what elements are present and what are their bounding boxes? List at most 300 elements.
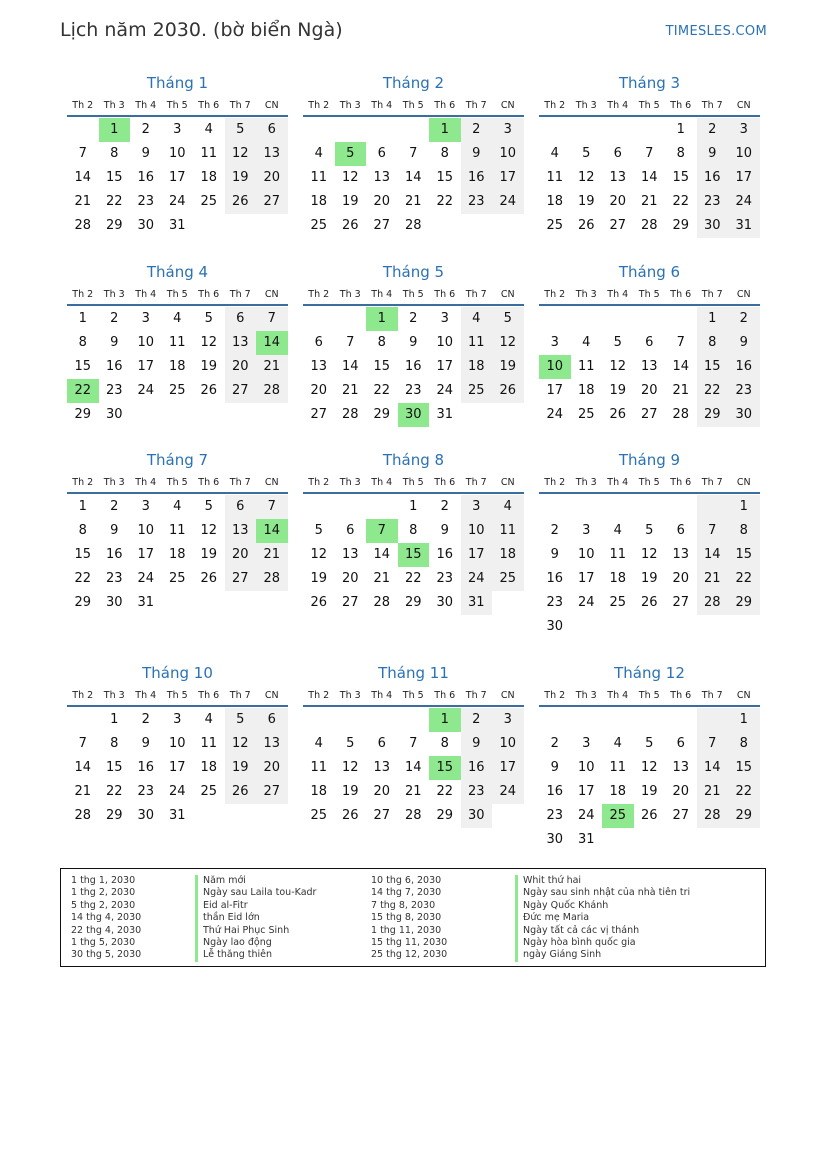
empty-day-cell <box>303 307 335 331</box>
day-cell: 20 <box>256 756 288 780</box>
weekday-header: Th 3 <box>103 289 125 300</box>
day-cell: 24 <box>728 190 760 214</box>
day-cell: 10 <box>492 732 524 756</box>
day-cell: 28 <box>697 804 729 828</box>
day-cell: 6 <box>676 736 685 751</box>
header-rule <box>303 115 524 117</box>
day-cell: 19 <box>640 571 658 586</box>
day-cell: 31 <box>436 407 454 422</box>
weekday-header: Th 2 <box>308 100 330 111</box>
weekday-header: Th 6 <box>198 477 220 488</box>
day-cell: 3 <box>461 495 493 519</box>
day-cell: 26 <box>492 379 524 403</box>
day-cell: 29 <box>672 218 690 233</box>
weekday-header: Th 4 <box>135 477 157 488</box>
day-cell: 10 <box>137 335 155 350</box>
day-cell: 18 <box>461 355 493 379</box>
empty-day-cell <box>634 708 666 732</box>
day-cell: 22 <box>436 194 454 209</box>
month-block <box>539 450 760 639</box>
weekday-header: Th 6 <box>670 289 692 300</box>
day-cell: 18 <box>577 383 595 398</box>
weekday-header: CN <box>736 690 751 701</box>
weekday-header: Th 7 <box>701 100 723 111</box>
empty-day-cell <box>335 118 367 142</box>
month-name: Tháng 2 <box>382 74 445 92</box>
month-name: Tháng 12 <box>614 664 685 682</box>
day-cell: 5 <box>225 118 257 142</box>
weekday-header: Th 2 <box>72 100 94 111</box>
day-cell: 27 <box>373 218 391 233</box>
legend-date: 14 thg 7, 2030 <box>371 887 442 899</box>
day-cell: 24 <box>492 780 524 804</box>
weekday-header: CN <box>500 289 515 300</box>
weekday-header: Th 2 <box>544 690 566 701</box>
empty-day-cell <box>571 118 603 142</box>
day-cell: 8 <box>676 146 685 161</box>
day-cell: 16 <box>461 756 493 780</box>
day-cell: 29 <box>728 591 760 615</box>
day-cell: 6 <box>645 335 654 350</box>
weekday-header: Th 4 <box>135 690 157 701</box>
day-cell: 17 <box>461 543 493 567</box>
day-cell: 25 <box>492 567 524 591</box>
day-cell: 6 <box>346 523 355 538</box>
day-cell: 23 <box>137 784 155 799</box>
weekday-header: Th 4 <box>607 100 629 111</box>
day-cell: 12 <box>341 760 359 775</box>
day-cell: 21 <box>256 355 288 379</box>
day-cell: 9 <box>440 523 449 538</box>
weekday-header: Th 5 <box>402 100 424 111</box>
day-cell: 27 <box>672 808 690 823</box>
day-cell: 17 <box>577 571 595 586</box>
month-block <box>67 262 288 427</box>
day-cell: 19 <box>577 194 595 209</box>
legend-holiday-name: Ngày sau sinh nhật của nhà tiên tri <box>515 887 690 899</box>
empty-day-cell <box>571 495 603 519</box>
header-rule <box>67 492 288 494</box>
empty-day-cell <box>539 495 571 519</box>
day-cell: 10 <box>168 736 186 751</box>
day-cell: 24 <box>137 383 155 398</box>
day-cell: 2 <box>141 712 150 727</box>
day-cell: 18 <box>609 571 627 586</box>
day-cell: 14 <box>697 543 729 567</box>
day-cell: 26 <box>577 218 595 233</box>
day-cell: 10 <box>728 142 760 166</box>
day-cell: 28 <box>373 595 391 610</box>
header-rule <box>67 115 288 117</box>
empty-day-cell <box>335 708 367 732</box>
legend-date: 30 thg 5, 2030 <box>71 949 142 961</box>
header-rule <box>303 304 524 306</box>
day-cell: 7 <box>697 519 729 543</box>
day-cell: 28 <box>74 808 92 823</box>
day-cell: 21 <box>373 571 391 586</box>
weekday-header: Th 3 <box>339 100 361 111</box>
day-cell: 24 <box>168 784 186 799</box>
day-cell: 1 <box>78 311 87 326</box>
day-cell: 20 <box>373 784 391 799</box>
month-name: Tháng 9 <box>618 451 681 469</box>
day-cell: 20 <box>672 571 690 586</box>
site-brand[interactable]: TIMESLES.COM <box>665 24 767 39</box>
empty-day-cell <box>303 708 335 732</box>
weekday-header: Th 5 <box>402 477 424 488</box>
day-cell: 26 <box>640 808 658 823</box>
legend-left-names <box>195 875 316 962</box>
day-cell: 7 <box>697 732 729 756</box>
header-rule <box>303 705 524 707</box>
day-cell: 14 <box>341 359 359 374</box>
day-cell: 2 <box>440 499 449 514</box>
day-cell: 3 <box>173 712 182 727</box>
day-cell: 23 <box>546 808 564 823</box>
month-block <box>539 262 760 427</box>
day-cell: 13 <box>373 760 391 775</box>
day-cell: 11 <box>200 146 218 161</box>
day-cell: 9 <box>550 547 559 562</box>
empty-day-cell <box>335 495 367 519</box>
weekday-header: Th 3 <box>103 100 125 111</box>
weekday-header: Th 7 <box>229 289 251 300</box>
day-cell: 25 <box>168 383 186 398</box>
holiday-day-cell: 14 <box>256 519 288 543</box>
day-cell: 24 <box>137 571 155 586</box>
weekday-header: Th 3 <box>575 690 597 701</box>
day-cell: 16 <box>728 355 760 379</box>
day-cell: 18 <box>168 359 186 374</box>
day-cell: 22 <box>373 383 391 398</box>
day-cell: 22 <box>404 571 422 586</box>
weekday-header: Th 4 <box>135 100 157 111</box>
day-cell: 11 <box>168 523 186 538</box>
day-cell: 29 <box>436 808 454 823</box>
day-cell: 14 <box>672 359 690 374</box>
legend-holiday-name: Ngày hòa bình quốc gia <box>515 937 690 949</box>
day-cell: 26 <box>225 780 257 804</box>
day-cell: 6 <box>377 736 386 751</box>
day-cell: 18 <box>168 547 186 562</box>
day-cell: 2 <box>461 118 493 142</box>
day-cell: 23 <box>461 190 493 214</box>
day-cell: 8 <box>728 732 760 756</box>
empty-day-cell <box>366 495 398 519</box>
weekday-header: CN <box>264 289 279 300</box>
empty-day-cell <box>634 118 666 142</box>
legend-date: 25 thg 12, 2030 <box>371 949 448 961</box>
day-cell: 10 <box>436 335 454 350</box>
empty-day-cell <box>398 118 430 142</box>
day-cell: 29 <box>74 595 92 610</box>
empty-day-cell <box>665 495 697 519</box>
weekday-header: Th 7 <box>701 477 723 488</box>
day-cell: 21 <box>74 194 92 209</box>
weekday-header: Th 2 <box>72 690 94 701</box>
weekday-header: Th 5 <box>166 100 188 111</box>
legend-date: 1 thg 2, 2030 <box>71 887 136 899</box>
day-cell: 24 <box>546 407 564 422</box>
day-cell: 18 <box>609 784 627 799</box>
day-cell: 15 <box>373 359 391 374</box>
day-cell: 12 <box>341 170 359 185</box>
day-cell: 30 <box>436 595 454 610</box>
day-cell: 2 <box>550 736 559 751</box>
day-cell: 30 <box>105 595 123 610</box>
day-cell: 15 <box>105 170 123 185</box>
day-cell: 8 <box>728 519 760 543</box>
day-cell: 20 <box>373 194 391 209</box>
day-cell: 26 <box>640 595 658 610</box>
day-cell: 9 <box>110 523 119 538</box>
day-cell: 13 <box>640 359 658 374</box>
day-cell: 30 <box>546 619 564 634</box>
day-cell: 23 <box>105 383 123 398</box>
weekday-header: Th 3 <box>103 690 125 701</box>
day-cell: 14 <box>640 170 658 185</box>
weekday-header: Th 3 <box>575 477 597 488</box>
day-cell: 23 <box>105 571 123 586</box>
legend-holiday-name: Thứ Hai Phục Sinh <box>195 925 316 937</box>
weekday-header: Th 5 <box>166 690 188 701</box>
day-cell: 29 <box>697 403 729 427</box>
day-cell: 15 <box>697 355 729 379</box>
day-cell: 28 <box>404 218 422 233</box>
day-cell: 10 <box>577 760 595 775</box>
day-cell: 25 <box>577 407 595 422</box>
holiday-day-cell: 1 <box>429 708 461 732</box>
day-cell: 9 <box>141 146 150 161</box>
day-cell: 27 <box>256 780 288 804</box>
day-cell: 19 <box>310 571 328 586</box>
day-cell: 27 <box>609 218 627 233</box>
legend-date: 10 thg 6, 2030 <box>371 875 442 886</box>
legend-date: 15 thg 11, 2030 <box>371 936 448 948</box>
day-cell: 12 <box>640 547 658 562</box>
day-cell: 10 <box>577 547 595 562</box>
day-cell: 31 <box>137 595 155 610</box>
header-rule <box>539 304 760 306</box>
weekday-header: Th 6 <box>670 690 692 701</box>
weekday-header: Th 4 <box>607 477 629 488</box>
day-cell: 4 <box>204 122 213 137</box>
day-cell: 13 <box>256 732 288 756</box>
weekday-header: Th 4 <box>371 289 393 300</box>
day-cell: 6 <box>314 335 323 350</box>
day-cell: 26 <box>341 808 359 823</box>
day-cell: 27 <box>672 595 690 610</box>
day-cell: 31 <box>168 808 186 823</box>
day-cell: 26 <box>200 571 218 586</box>
weekday-header: Th 2 <box>72 289 94 300</box>
day-cell: 10 <box>168 146 186 161</box>
legend-holiday-name: Ngày tất cả các vị thánh <box>515 925 690 937</box>
weekday-header: Th 6 <box>434 100 456 111</box>
day-cell: 30 <box>728 403 760 427</box>
day-cell: 17 <box>137 359 155 374</box>
day-cell: 11 <box>200 736 218 751</box>
weekday-header: Th 7 <box>229 100 251 111</box>
month-grid <box>67 287 288 427</box>
day-cell: 15 <box>672 170 690 185</box>
empty-day-cell <box>539 118 571 142</box>
day-cell: 15 <box>436 170 454 185</box>
day-cell: 29 <box>404 595 422 610</box>
holiday-day-cell: 22 <box>67 379 99 403</box>
day-cell: 11 <box>492 519 524 543</box>
day-cell: 7 <box>645 146 654 161</box>
month-block <box>303 262 524 427</box>
day-cell: 7 <box>346 335 355 350</box>
day-cell: 28 <box>341 407 359 422</box>
day-cell: 12 <box>225 142 257 166</box>
empty-day-cell <box>303 495 335 519</box>
day-cell: 20 <box>341 571 359 586</box>
day-cell: 23 <box>461 780 493 804</box>
weekday-header: Th 4 <box>607 289 629 300</box>
day-cell: 21 <box>640 194 658 209</box>
legend-holiday-name: Lễ thăng thiên <box>195 949 316 961</box>
empty-day-cell <box>602 495 634 519</box>
day-cell: 14 <box>697 756 729 780</box>
weekday-header: CN <box>264 690 279 701</box>
holiday-day-cell: 1 <box>366 307 398 331</box>
day-cell: 16 <box>137 170 155 185</box>
weekday-header: Th 2 <box>544 289 566 300</box>
legend-holiday-name: Đức mẹ Maria <box>515 912 690 924</box>
day-cell: 8 <box>377 335 386 350</box>
day-cell: 13 <box>225 331 257 355</box>
weekday-header: Th 5 <box>166 477 188 488</box>
day-cell: 2 <box>550 523 559 538</box>
day-cell: 3 <box>173 122 182 137</box>
month-name: Tháng 5 <box>382 263 445 281</box>
day-cell: 24 <box>492 190 524 214</box>
day-cell: 10 <box>137 523 155 538</box>
day-cell: 16 <box>461 166 493 190</box>
month-grid <box>303 98 524 238</box>
day-cell: 16 <box>546 571 564 586</box>
day-cell: 26 <box>341 218 359 233</box>
day-cell: 2 <box>141 122 150 137</box>
day-cell: 20 <box>609 194 627 209</box>
day-cell: 23 <box>436 571 454 586</box>
month-name: Tháng 6 <box>618 263 681 281</box>
month-name: Tháng 7 <box>146 451 209 469</box>
month-grid <box>67 475 288 615</box>
day-cell: 2 <box>728 307 760 331</box>
day-cell: 8 <box>440 146 449 161</box>
day-cell: 31 <box>461 591 493 615</box>
day-cell: 22 <box>728 780 760 804</box>
weekday-header: Th 3 <box>339 690 361 701</box>
day-cell: 1 <box>697 307 729 331</box>
legend-date: 15 thg 8, 2030 <box>371 912 442 924</box>
weekday-header: Th 5 <box>402 289 424 300</box>
day-cell: 20 <box>256 166 288 190</box>
legend-holiday-name: Eid al-Fitr <box>195 900 316 912</box>
header-rule <box>539 492 760 494</box>
day-cell: 8 <box>409 523 418 538</box>
day-cell: 27 <box>310 407 328 422</box>
weekday-header: Th 2 <box>544 100 566 111</box>
empty-day-cell <box>602 708 634 732</box>
weekday-header: Th 5 <box>638 100 660 111</box>
day-cell: 29 <box>105 808 123 823</box>
day-cell: 1 <box>728 708 760 732</box>
legend-holiday-name: Ngày Quốc Khánh <box>515 900 690 912</box>
month-name: Tháng 10 <box>142 664 213 682</box>
day-cell: 28 <box>672 407 690 422</box>
day-cell: 11 <box>609 547 627 562</box>
month-grid <box>539 688 760 852</box>
day-cell: 8 <box>110 736 119 751</box>
month-block <box>67 450 288 615</box>
day-cell: 12 <box>200 335 218 350</box>
empty-day-cell <box>571 708 603 732</box>
day-cell: 31 <box>728 214 760 238</box>
day-cell: 8 <box>78 523 87 538</box>
day-cell: 27 <box>341 595 359 610</box>
day-cell: 5 <box>645 736 654 751</box>
weekday-header: Th 5 <box>638 690 660 701</box>
day-cell: 20 <box>672 784 690 799</box>
month-block <box>303 450 524 615</box>
day-cell: 9 <box>697 142 729 166</box>
day-cell: 2 <box>110 311 119 326</box>
day-cell: 30 <box>461 804 493 828</box>
day-cell: 26 <box>200 383 218 398</box>
day-cell: 5 <box>204 311 213 326</box>
day-cell: 22 <box>436 784 454 799</box>
weekday-header: Th 7 <box>465 289 487 300</box>
day-cell: 19 <box>640 784 658 799</box>
day-cell: 17 <box>546 383 564 398</box>
day-cell: 2 <box>110 499 119 514</box>
legend-holiday-name: Whit thứ hai <box>515 875 690 887</box>
day-cell: 20 <box>310 383 328 398</box>
month-name: Tháng 3 <box>618 74 681 92</box>
day-cell: 28 <box>74 218 92 233</box>
empty-day-cell <box>571 307 603 331</box>
weekday-header: Th 2 <box>72 477 94 488</box>
day-cell: 4 <box>173 311 182 326</box>
day-cell: 28 <box>256 379 288 403</box>
day-cell: 28 <box>404 808 422 823</box>
day-cell: 9 <box>461 142 493 166</box>
day-cell: 21 <box>256 543 288 567</box>
day-cell: 11 <box>577 359 595 374</box>
day-cell: 28 <box>697 591 729 615</box>
holiday-day-cell: 5 <box>335 142 367 166</box>
legend-date: 1 thg 11, 2030 <box>371 924 442 936</box>
month-block <box>303 73 524 238</box>
day-cell: 7 <box>256 495 288 519</box>
weekday-header: Th 7 <box>701 289 723 300</box>
day-cell: 18 <box>310 784 328 799</box>
day-cell: 25 <box>200 194 218 209</box>
month-grid <box>539 98 760 238</box>
day-cell: 15 <box>728 756 760 780</box>
month-block <box>539 663 760 852</box>
day-cell: 27 <box>256 190 288 214</box>
day-cell: 28 <box>640 218 658 233</box>
month-grid <box>539 475 760 639</box>
day-cell: 26 <box>225 190 257 214</box>
empty-day-cell <box>697 708 729 732</box>
day-cell: 3 <box>141 499 150 514</box>
